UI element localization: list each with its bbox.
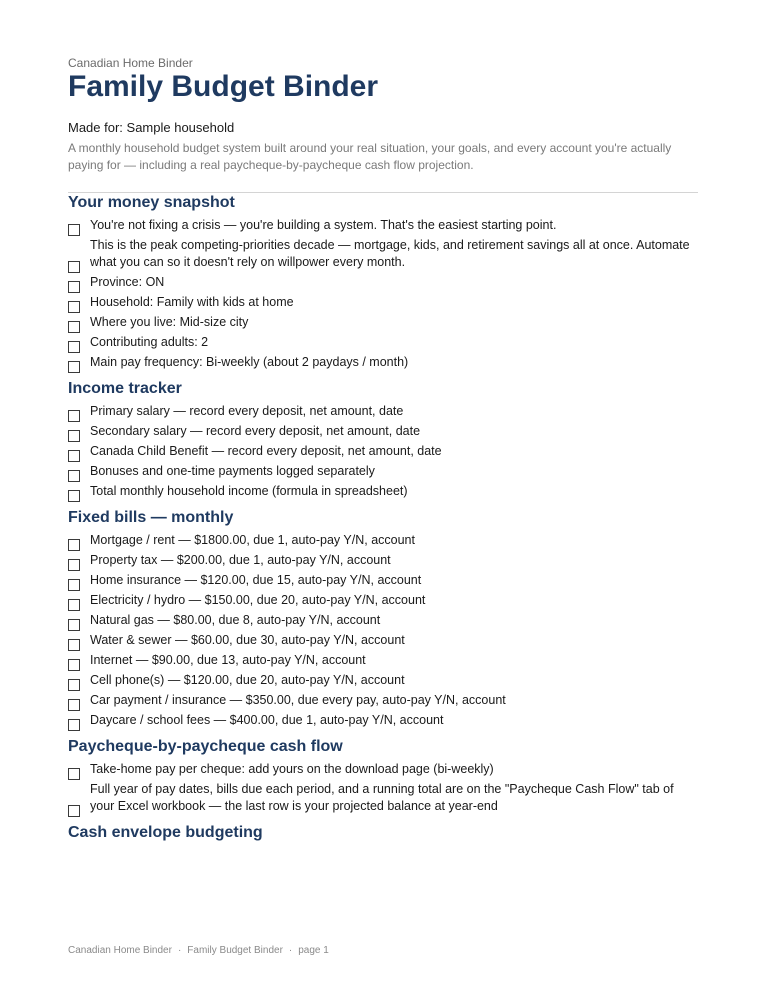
checklist-item-text: Primary salary — record every deposit, net amount, date	[90, 404, 404, 418]
checkbox[interactable]	[68, 224, 80, 236]
footer-page-number: page 1	[298, 945, 329, 956]
checklist-item	[68, 334, 698, 351]
checkbox[interactable]	[68, 659, 80, 671]
checkbox[interactable]	[68, 301, 80, 313]
checklist-item	[68, 552, 698, 569]
checklist-item-text: Canada Child Benefit — record every deposit, net amount, date	[90, 444, 442, 458]
checklist-item	[68, 237, 698, 271]
checklist-item-text: Secondary salary — record every deposit, net amount, date	[90, 424, 421, 438]
checkbox[interactable]	[68, 410, 80, 422]
checkbox[interactable]	[68, 450, 80, 462]
checkbox[interactable]	[68, 261, 80, 273]
checkbox[interactable]	[68, 639, 80, 651]
checkbox[interactable]	[68, 341, 80, 353]
checklist-item	[68, 483, 698, 500]
checkbox[interactable]	[68, 699, 80, 711]
checklist-item	[68, 781, 698, 815]
checklist-item-text: Contributing adults: 2	[90, 335, 209, 349]
checkbox[interactable]	[68, 619, 80, 631]
checkbox[interactable]	[68, 281, 80, 293]
checkbox[interactable]	[68, 430, 80, 442]
checklist-item-text: Main pay frequency: Bi-weekly (about 2 paydays / month)	[90, 355, 409, 369]
checklist-item	[68, 217, 698, 234]
checklist-item-text: Electricity / hydro — $150.00, due 20, auto-pay Y/N, account	[90, 593, 426, 607]
checkbox[interactable]	[68, 679, 80, 691]
checklist-item-text: Where you live: Mid-size city	[90, 315, 249, 329]
section	[68, 823, 698, 843]
footer-document-name: Family Budget Binder	[187, 945, 283, 956]
checkbox[interactable]	[68, 805, 80, 817]
checklist-item-text: Household: Family with kids at home	[90, 295, 294, 309]
checklist-item-text: Full year of pay dates, bills due each period, and a running total are on the "Paycheque Cash Flow" tab of your Excel workbook — the last row is your projected balance at year-end	[90, 782, 674, 813]
checkbox[interactable]	[68, 599, 80, 611]
checklist-item-text: Home insurance — $120.00, due 15, auto-pay Y/N, account	[90, 573, 422, 587]
checklist-item	[68, 532, 698, 549]
checkbox[interactable]	[68, 321, 80, 333]
checklist	[68, 403, 698, 500]
checklist-item	[68, 632, 698, 649]
checklist-item	[68, 274, 698, 291]
footer-separator: ·	[288, 945, 293, 956]
section	[68, 379, 698, 500]
checklist-item	[68, 354, 698, 371]
section	[68, 508, 698, 729]
checklist-item-text: Take-home pay per cheque: add yours on the download page (bi-weekly)	[90, 762, 494, 776]
section	[68, 737, 698, 815]
footer-binder-name: Canadian Home Binder	[68, 945, 172, 956]
checklist-item	[68, 572, 698, 589]
checklist-item-text: Mortgage / rent — $1800.00, due 1, auto-pay Y/N, account	[90, 533, 415, 547]
checklist-item-text: Cell phone(s) — $120.00, due 20, auto-pay Y/N, account	[90, 673, 405, 687]
checkbox[interactable]	[68, 768, 80, 780]
section-title: Cash envelope budgeting	[68, 824, 263, 841]
checklist-item	[68, 692, 698, 709]
checklist-item	[68, 463, 698, 480]
sections-container	[68, 193, 698, 843]
binder-kicker: Canadian Home Binder	[68, 56, 193, 70]
checklist-item	[68, 592, 698, 609]
section	[68, 193, 698, 371]
checkbox[interactable]	[68, 579, 80, 591]
checklist-item	[68, 712, 698, 729]
checkbox[interactable]	[68, 361, 80, 373]
checklist-item	[68, 403, 698, 420]
checkbox[interactable]	[68, 559, 80, 571]
section-title: Paycheque-by-paycheque cash flow	[68, 738, 343, 755]
checklist-item-text: Total monthly household income (formula in spreadsheet)	[90, 484, 408, 498]
checklist-item	[68, 314, 698, 331]
checklist-item-text: Property tax — $200.00, due 1, auto-pay Y/N, account	[90, 553, 391, 567]
checkbox[interactable]	[68, 719, 80, 731]
checklist-item-text: Province: ON	[90, 275, 165, 289]
checklist-item	[68, 652, 698, 669]
made-for-label: Made for: Sample household	[68, 120, 235, 135]
checklist-item-text: This is the peak competing-priorities decade — mortgage, kids, and retirement savings all at once. Automate what you can so it doesn't rely on willpower every month.	[90, 238, 690, 269]
checklist	[68, 761, 698, 815]
checklist-item-text: You're not fixing a crisis — you're building a system. That's the easiest starting point.	[90, 218, 557, 232]
footer-separator: ·	[177, 945, 182, 956]
checklist	[68, 532, 698, 729]
checklist-item-text: Natural gas — $80.00, due 8, auto-pay Y/N, account	[90, 613, 381, 627]
checklist-item-text: Car payment / insurance — $350.00, due every pay, auto-pay Y/N, account	[90, 693, 506, 707]
checklist-item	[68, 612, 698, 629]
checklist-item-text: Bonuses and one-time payments logged separately	[90, 464, 375, 478]
checklist-item-text: Internet — $90.00, due 13, auto-pay Y/N, account	[90, 653, 366, 667]
section-title: Income tracker	[68, 380, 182, 397]
section-title: Your money snapshot	[68, 194, 235, 211]
checklist-item	[68, 672, 698, 689]
checkbox[interactable]	[68, 490, 80, 502]
checklist	[68, 217, 698, 371]
page-footer	[68, 945, 329, 956]
checkbox[interactable]	[68, 470, 80, 482]
checklist-item	[68, 443, 698, 460]
page-title: Family Budget Binder	[68, 70, 379, 103]
section-title: Fixed bills — monthly	[68, 509, 234, 526]
checklist-item	[68, 761, 698, 778]
checklist-item-text: Water & sewer — $60.00, due 30, auto-pay Y/N, account	[90, 633, 405, 647]
page-content	[68, 56, 698, 847]
checkbox[interactable]	[68, 539, 80, 551]
checklist-item-text: Daycare / school fees — $400.00, due 1, auto-pay Y/N, account	[90, 713, 444, 727]
page-description: A monthly household budget system built around your real situation, your goals, and every account you're actually paying for — including a real paycheque-by-paycheque cash flow projection.	[68, 141, 672, 172]
checklist-item	[68, 294, 698, 311]
checklist-item	[68, 423, 698, 440]
